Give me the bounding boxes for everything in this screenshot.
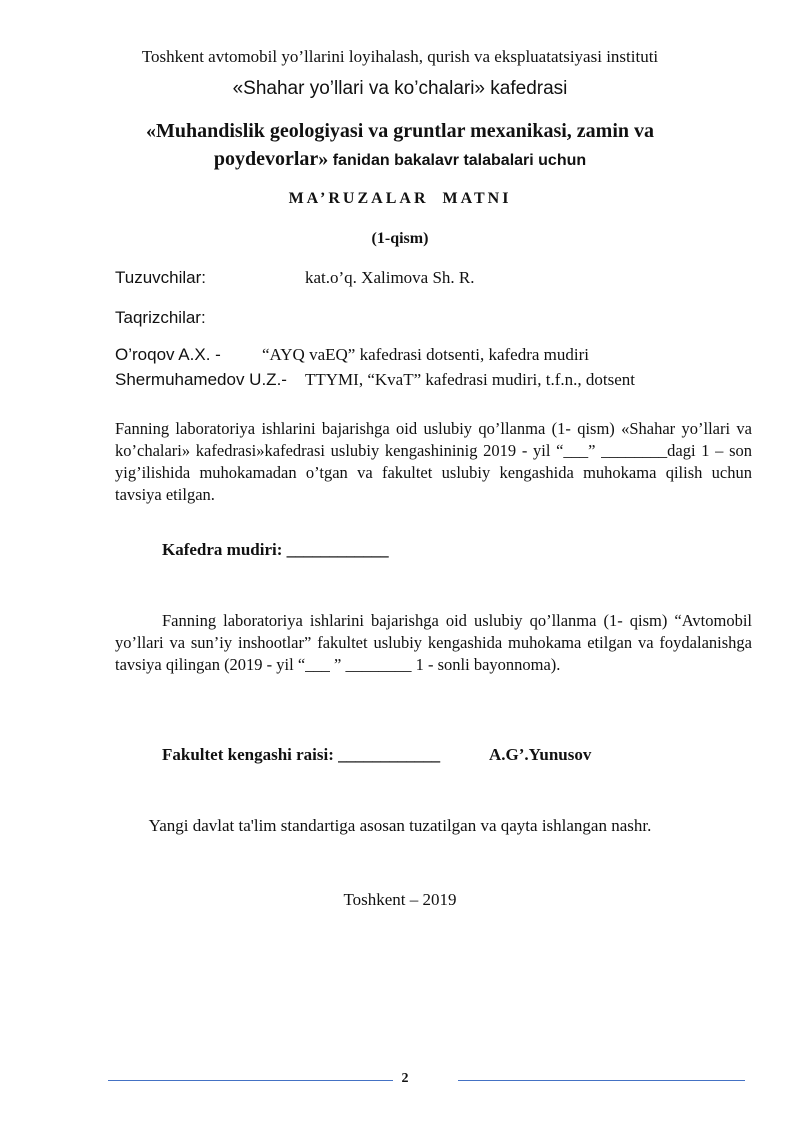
edition-note: Yangi davlat ta'lim standartiga asosan tuzatilgan va qayta ishlangan nashr. xyxy=(148,816,652,835)
authors-value: kat.o’q. Xalimova Sh. R. xyxy=(305,268,475,287)
footer-rule-left xyxy=(108,1080,393,1081)
council-chair-name: A.G’.Yunusov xyxy=(489,745,592,764)
document-title: MA’RUZALAR MATNI xyxy=(288,190,512,207)
head-of-department-signature: Kafedra mudiri: ____________ xyxy=(162,540,389,559)
reviewer-1-name: O’roqov A.X. - xyxy=(115,345,221,364)
council-chair-signature: Fakultet kengashi raisi: ____________ xyxy=(162,745,441,764)
subject-line-2-rest: fanidan bakalavr talabalari uchun xyxy=(328,152,587,169)
approval-paragraph-2: Fanning laboratoriya ishlarini bajarishga oid uslubiy qo’llanma (1- qism) “Avtomobil yo’llari va sun’iy inshootlar” fakultet uslubiy kengashida muhokama etilgan va foydalanishga tavsiya qilingan (2019 - yil “___ ” ________ 1 - sonli bayonnoma). xyxy=(115,611,752,674)
footer-rule-right xyxy=(458,1080,745,1081)
institute-name: Toshkent avtomobil yo’llarini loyihalash, qurish va ekspluatatsiyasi instituti xyxy=(141,47,659,66)
reviewer-2-name: Shermuhamedov U.Z.- xyxy=(115,370,287,389)
page-number: 2 xyxy=(401,1071,409,1086)
reviewer-2-role: TTYMI, “KvaT” kafedrasi mudiri, t.f.n., dotsent xyxy=(305,370,635,389)
reviewer-1-role: “AYQ vaEQ” kafedrasi dotsenti, kafedra mudiri xyxy=(262,345,589,364)
department-name: «Shahar yo’llari va ko’chalari» kafedrasi xyxy=(232,78,568,99)
subject-line-1: «Muhandislik geologiyasi va gruntlar mexanikasi, zamin va xyxy=(145,120,655,142)
subject-line-2 xyxy=(0,148,800,171)
city-year: Toshkent – 2019 xyxy=(343,890,457,909)
part-label: (1-qism) xyxy=(371,230,429,247)
approval-paragraph-1: Fanning laboratoriya ishlarini bajarishga oid uslubiy qo’llanma (1- qism) «Shahar yo’llari va ko’chalari» kafedrasi»kafedrasi uslubiy kengashininig 2019 - yil “___” ________dagi 1 – son yig’ilishida muhokamadan o’tgan va fakultet uslubiy kengashida muhokama qilish uchun tavsiya etilgan. xyxy=(115,419,752,504)
authors-label: Tuzuvchilar: xyxy=(115,268,207,287)
reviewers-label: Taqrizchilar: xyxy=(115,308,206,327)
subject-line-2-bold: poydevorlar» xyxy=(213,148,329,170)
